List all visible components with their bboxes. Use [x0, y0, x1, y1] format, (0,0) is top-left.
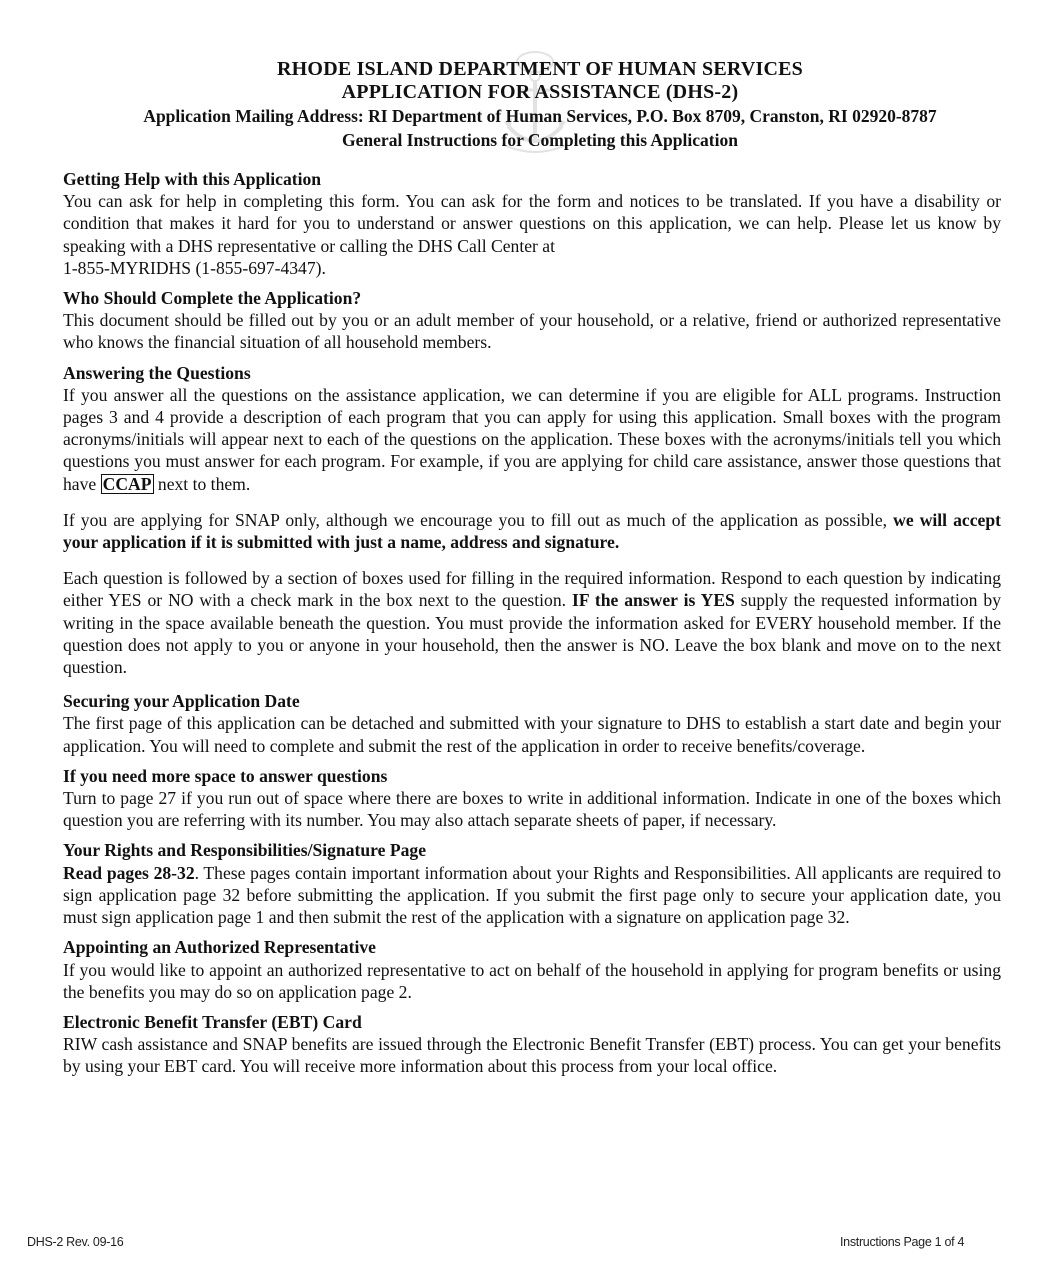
- section-authorized-representative: [63, 936, 1001, 1003]
- program-badge-ccap: CCAP: [102, 473, 152, 494]
- instructions-body: [63, 168, 1001, 1086]
- agency-title: RHODE ISLAND DEPARTMENT OF HUMAN SERVICES: [277, 58, 803, 80]
- section-heading: If you need more space to answer questions: [63, 765, 388, 786]
- section-text: If you answer all the questions on the assistance application, we can determine if you are eligible for ALL programs. Instruction pages 3 and 4 provide a description of each program that you can apply for using this application. Small boxes with the program acronyms/initials will appear next to each of the questions on the application. These boxes with the acronyms/initials tell you which questions you must answer for each program. For example, if you are applying for child care assistance, answer those questions that have CCAP next to them.: [63, 384, 1001, 494]
- section-rights-responsibilities: [63, 839, 1001, 928]
- document-header: [40, 58, 1040, 153]
- snap-only-paragraph: If you are applying for SNAP only, although we encourage you to fill out as much of the application as possible, we will accept your application if it is submitted with just a name, address and signature.: [63, 509, 1002, 553]
- section-who-should-complete: [63, 287, 1001, 354]
- section-text: If you would like to appoint an authorized representative to act on behalf of the household in applying for program benefits or using the benefits you may do so on application page 2.: [63, 959, 1001, 1002]
- section-heading: Appointing an Authorized Representative: [63, 937, 376, 958]
- section-getting-help: [63, 168, 1001, 279]
- section-text: This document should be filled out by you or an adult member of your household, or a relative, friend or authorized representative who knows the financial situation of all household members.: [63, 310, 1001, 353]
- section-text: The first page of this application can be detached and submitted with your signature to DHS to establish a start date and begin your application. You will need to complete and submit the rest of the application in order to receive benefits/coverage.: [63, 713, 1001, 756]
- section-heading: Who Should Complete the Application?: [63, 288, 362, 309]
- form-revision-id: DHS-2 Rev. 09-16: [27, 1235, 124, 1249]
- section-heading: Securing your Application Date: [63, 691, 300, 712]
- yes-emphasis: IF the answer is YES: [571, 590, 735, 611]
- section-ebt-card: [63, 1011, 1001, 1078]
- section-securing-date: [63, 690, 1001, 757]
- mailing-address: Application Mailing Address: RI Department of Human Services, P.O. Box 8709, Cranston, RI 02920-8787: [143, 106, 937, 126]
- section-text: Turn to page 27 if you run out of space where there are boxes to write in additional information. Indicate in one of the boxes which question you are referring with its number. You may also attach separate sheets of paper, if necessary.: [63, 788, 1001, 831]
- instructions-subtitle: General Instructions for Completing this Application: [342, 130, 738, 150]
- page-number: Instructions Page 1 of 4: [840, 1235, 965, 1249]
- section-text: Read pages 28-32. These pages contain important information about your Rights and Responsibilities. All applicants are required to sign application page 32 before submitting the application. If you submit the first page only to secure your application date, you must sign application page 1 and then submit the rest of the application with a signature on application page 32.: [63, 862, 1001, 928]
- each-question-paragraph: Each question is followed by a section of boxes used for filling in the required information. Respond to each question by indicating either YES or NO with a check mark in the box next to the question. IF the answer is YES supply the requested information by writing in the space available beneath the question. You must provide the information asked for EVERY household member. If the question does not apply to you or anyone in your household, then the answer is NO. Leave the box blank and move on to the next question.: [63, 568, 1001, 678]
- section-answering-questions: [63, 362, 1001, 495]
- snap-emphasis: we will accept your application if it is submitted with just a name, address and signature.: [63, 509, 1002, 553]
- section-heading: Your Rights and Responsibilities/Signature Page: [63, 840, 427, 861]
- call-center-phone: 1-855-MYRIDHS (1-855-697-4347).: [63, 257, 326, 278]
- section-more-space: [63, 765, 1001, 832]
- read-pages-emphasis: Read pages 28-32: [63, 862, 195, 883]
- section-text: RIW cash assistance and SNAP benefits are issued through the Electronic Benefit Transfer (EBT) process. You can get your benefits by using your EBT card. You will receive more information about this process from your local office.: [63, 1034, 1001, 1077]
- section-heading: Getting Help with this Application: [63, 169, 322, 189]
- form-title: APPLICATION FOR ASSISTANCE (DHS-2): [341, 81, 739, 103]
- section-heading: Answering the Questions: [63, 362, 251, 383]
- section-heading: Electronic Benefit Transfer (EBT) Card: [63, 1011, 362, 1032]
- section-text: You can ask for help in completing this form. You can ask for the form and notices to be translated. If you have a disability or condition that makes it hard for you to understand or answer questions on this application, we can help. Please let us know by speaking with a DHS representative or calling the DHS Call Center at 1-855-MYRIDHS (1-855-697-4347).: [63, 191, 1001, 278]
